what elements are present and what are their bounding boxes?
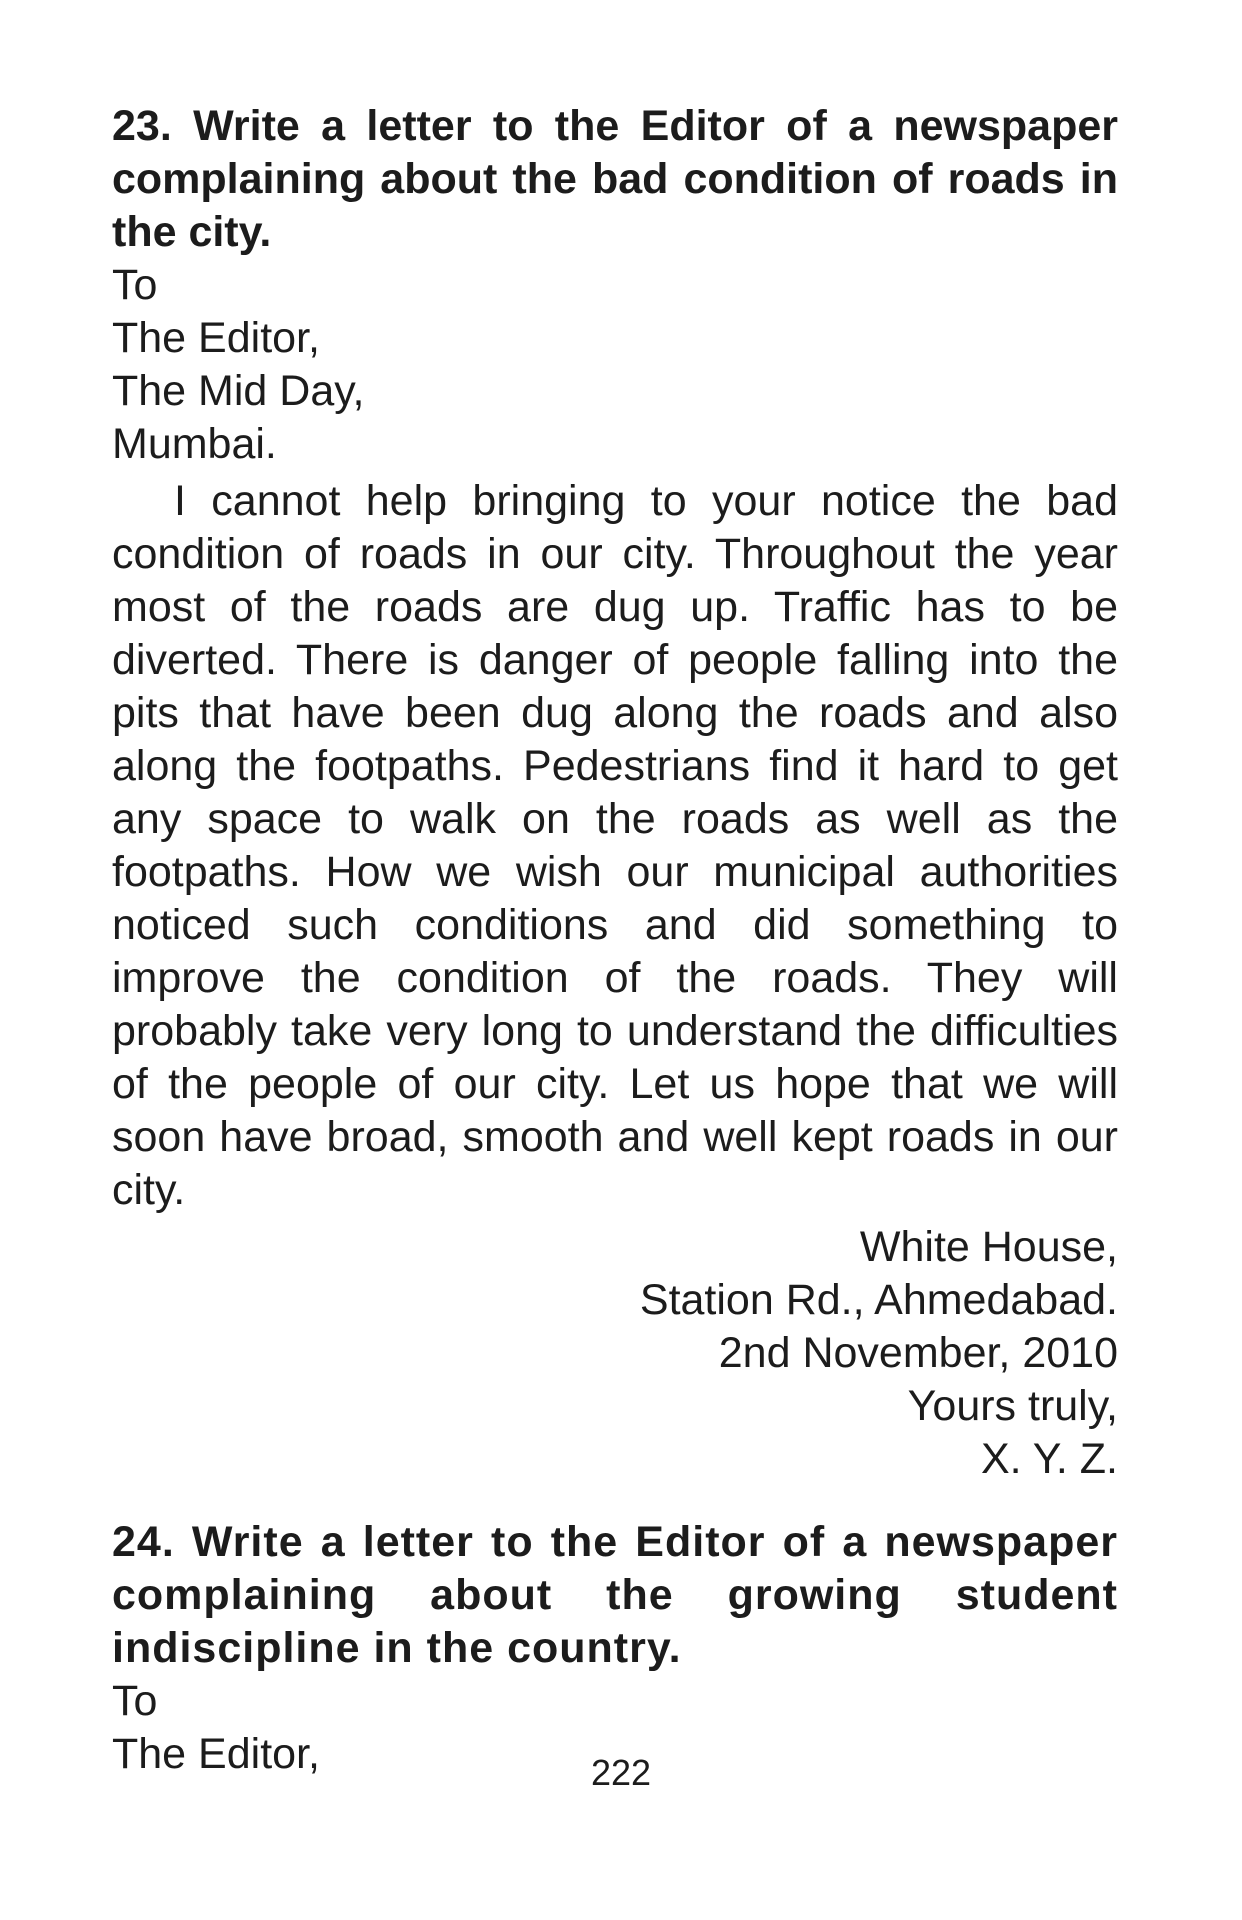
- sender-address-line-2: Station Rd., Ahmedabad.: [639, 1276, 1118, 1324]
- question-23: 23. Write a letter to the Editor of a newspaper complaining about the bad condition of roads in the city.: [112, 102, 1118, 256]
- address-city: Mumbai.: [112, 420, 277, 468]
- address-newspaper: The Mid Day,: [112, 367, 365, 415]
- address-editor-24: The Editor,: [112, 1730, 320, 1778]
- address-to: To: [112, 261, 158, 309]
- letter-signature: X. Y. Z.: [980, 1435, 1118, 1483]
- page-content: [112, 100, 1118, 1781]
- question-24: 24. Write a letter to the Editor of a newspaper complaining about the growing student indiscipline in the country.: [112, 1518, 1118, 1672]
- letter-date: 2nd November, 2010: [718, 1329, 1118, 1377]
- letter-closing: Yours truly,: [907, 1382, 1118, 1430]
- sender-address-line-1: White House,: [859, 1223, 1118, 1271]
- address-to-24: To: [112, 1677, 158, 1725]
- letter-body-23: I cannot help bringing to your notice the bad condition of roads in our city. Throughout the year most of the roads are dug up. Traffic has to be diverted. There is danger of people falling into the pits that have been dug along the roads and also along the footpaths. Pedestrians find it hard to get any space to walk on the roads as well as the footpaths. How we wish our municipal authorities noticed such conditions and did something to improve the condition of the roads. They will probably take very long to understand the difficulties of the people of our city. Let us hope that we will soon have broad, smooth and well kept roads in our city.: [112, 477, 1118, 1214]
- page-number: 222: [590, 1752, 652, 1793]
- sender-block-23: [112, 1221, 1118, 1486]
- recipient-address-23: [112, 259, 1118, 471]
- address-editor: The Editor,: [112, 314, 320, 362]
